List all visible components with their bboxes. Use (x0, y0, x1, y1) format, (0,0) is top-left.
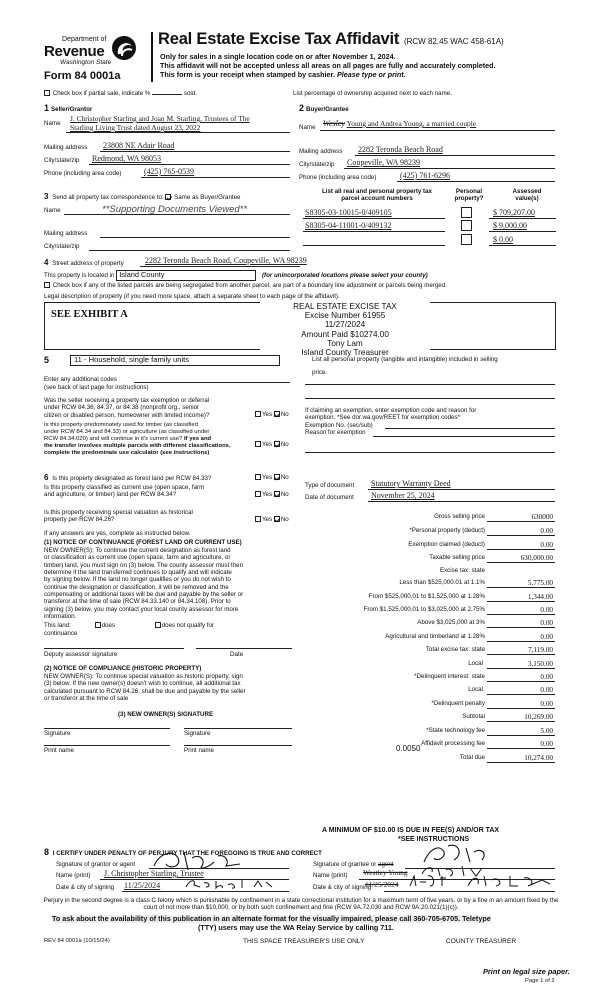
corr-name-value: **Supporting Documents Viewed** (102, 204, 248, 215)
calc-row (300, 673, 555, 683)
ownership-note: List percentage of ownership acquired next to each name. (293, 90, 452, 97)
state-label: Washington State (60, 59, 112, 66)
correspondence-row (44, 192, 241, 201)
assessed-value[interactable]: $ 709,207.00 (493, 208, 535, 217)
yes-label: Yes (262, 491, 273, 498)
notice-1-body (44, 547, 302, 620)
partial-sale-label: Check box if partial sale, indicate % (52, 90, 151, 97)
use-code-select[interactable]: 11 - Household, single family units (70, 355, 280, 366)
does-not-checkbox[interactable] (155, 622, 161, 628)
timber-question (44, 422, 294, 457)
assessed-col-hb: value(s) (515, 195, 539, 203)
partial-sale-sold: sold. (183, 90, 197, 97)
page-number: Page 1 of 2 (525, 978, 555, 984)
grantee-sig-text: Signature of grantee or (313, 861, 377, 868)
corr-name-label: Name (44, 207, 61, 214)
buyer-phone[interactable]: (425) 761-6296 (400, 171, 450, 180)
current-use-line: Is this property classified as current use (open space, farm (44, 484, 205, 491)
dor-logo (44, 32, 144, 68)
seller-city[interactable]: Redmond, WA 98053 (92, 154, 161, 163)
calc-row (300, 713, 555, 723)
owner-print-label-2: Print name (184, 747, 214, 754)
header-line-2: This affidavit will not be accepted unless all areas on all pages are fully and accurately completed. (160, 61, 496, 70)
calc-label: From $525,000.01 to $1,525,000 at 1.28% (368, 593, 485, 600)
segregated-row (44, 282, 447, 289)
form-title-row (158, 30, 504, 49)
additional-codes-label: Enter any additional codes (44, 376, 117, 383)
buyer-mail-label: Mailing address (299, 148, 343, 155)
form-title: Real Estate Excise Tax Affidavit (158, 30, 400, 48)
calc-label: Affidavit processing fee (421, 740, 485, 747)
section-8-number: 8 (44, 847, 50, 857)
grantee-name-label: Name (print) (313, 872, 348, 879)
assessed-value[interactable]: $ 0.00 (493, 235, 513, 244)
grantor-name-label: Name (print) (56, 872, 91, 879)
continuance-label: continuance (44, 630, 78, 637)
timber-q-line: complete the predominate use calculator (see instructions) (44, 449, 210, 456)
header-divider (151, 32, 153, 82)
exempt-q-line: under RCW 84.36, 84.37, or 84.38 (nonprofit org., senior (44, 404, 200, 412)
calc-row (300, 700, 555, 710)
receipt-note: This form is your receipt when stamped by cashier. (160, 70, 335, 79)
historic-line: Is this property receiving special valuation as historical (44, 509, 193, 516)
calc-row (300, 513, 555, 523)
stamp-line: Amount Paid $10274.00 (301, 329, 389, 339)
calc-row (300, 727, 555, 737)
parcel-col-header (309, 188, 445, 203)
notice-2-line: NEW OWNER(S): To continue special valuation as historic property, sign (44, 673, 243, 680)
current-use-line: and agriculture, or timber) land per RCW 84.34? (44, 491, 177, 499)
calc-row (300, 686, 555, 696)
section-6-number: 6 (44, 473, 49, 482)
see-exhibit: SEE EXHIBIT A (51, 309, 128, 320)
calc-label: Taxable selling price (429, 554, 485, 561)
yes-label: Yes (262, 411, 273, 418)
owner-signature-label-2: Signature (184, 730, 211, 737)
notice-1-line: NEW OWNER(S): To continue the current designation as forest land (44, 547, 231, 554)
historic-no-checkbox[interactable] (274, 516, 280, 522)
does-not-label: does not qualify for (161, 622, 215, 629)
calc-value[interactable]: 0.00 (540, 740, 553, 748)
claim-line: Exemption No. (sec/sub) (305, 421, 373, 429)
see-back-label: (see back of last page for instructions) (44, 384, 149, 391)
current-use-question (44, 484, 254, 499)
calc-row (300, 567, 555, 577)
agent-struck: agent (378, 861, 394, 868)
personal-property-checkbox[interactable] (461, 220, 472, 231)
forest-yes-no (255, 474, 289, 481)
county-treasurer-label: COUNTY TREASURER (446, 938, 517, 945)
timber-no-checkbox[interactable] (274, 441, 280, 447)
buyer-name-label: Name (299, 124, 316, 131)
calc-row (300, 579, 555, 589)
minimum-fee-note: A MINIMUM OF $10.00 IS DUE IN FEE(S) AND/OR TAX (322, 827, 500, 834)
personal-property-checkbox[interactable] (461, 207, 472, 218)
notice-2-title: (2) NOTICE OF COMPLIANCE (HISTORIC PROPERTY) (44, 665, 202, 672)
no-label: No (280, 474, 289, 481)
no-label: No (280, 411, 289, 418)
timber-q-line: under RCW 84.34 and 84.33) or agriculture (as classified under (44, 428, 210, 435)
personal-col-hb: property? (454, 195, 484, 203)
form-number: Form 84 0001a (44, 70, 121, 82)
calc-label: *Personal property (deduct) (409, 527, 485, 534)
section-6-q1 (44, 473, 211, 482)
calc-label: Less than $525,000.01 at 1.1% (399, 579, 485, 586)
partial-sale-checkbox[interactable] (44, 90, 50, 96)
exempt-q-line: Was the seller receiving a property tax exemption or deferral (44, 397, 210, 404)
stamp-line: Tony Lam (327, 338, 363, 348)
buyer-name[interactable]: Young and Andrea Young, a married couple (346, 119, 477, 128)
legal-label: Legal description of property (if you need more space, attach a separate sheet to each page of the affidavit). (44, 293, 340, 300)
calc-row (300, 606, 555, 616)
section-5-number: 5 (44, 355, 50, 365)
parcel-row (303, 221, 556, 233)
dept-label: Department of (62, 36, 107, 43)
yes-label: Yes (262, 441, 273, 448)
calc-label: Total excise tax: state (425, 646, 485, 653)
buyer-mail[interactable]: 2282 Teronda Beach Road (358, 145, 443, 154)
calc-label: *Delinquent penalty (431, 700, 485, 707)
buyer-name-row (323, 119, 476, 129)
legal-paper-note: Print on legal size paper. (483, 967, 570, 976)
grantee-name-struck: Westley Young (363, 868, 408, 877)
grantor-city-handwriting (182, 877, 292, 891)
calc-row (300, 593, 555, 603)
seller-phone-label: Phone (including area code) (44, 170, 122, 177)
notice-2-line: (3) below. If the new owner(s) doesn't wish to continue, all additional tax (44, 680, 241, 688)
seller-city-label: City/state/zip (44, 157, 80, 164)
seller-mail[interactable]: 23808 NE Adair Road (103, 141, 175, 150)
street-value[interactable]: 2282 Teronda Beach Road, Coupeville, WA 98239 (145, 256, 307, 265)
notice-1-title: (1) NOTICE OF CONTINUANCE (FOREST LAND OR CURRENT USE) (44, 539, 242, 546)
no-label: No (280, 441, 289, 448)
yes-label: Yes (262, 516, 273, 523)
deputy-signature-label: Deputy assessor signature (44, 651, 118, 658)
notice-2-line: calculated pursuant to RCW 84.26, shall be due and payable by the seller (44, 687, 246, 695)
seller-title: Seller/Grantor (51, 106, 93, 113)
exempt-q-line: citizen or disabled person, homeowner with limited income)? (44, 411, 210, 419)
no-label: No (280, 516, 289, 523)
claim-line: If claiming an exemption, enter exemption code and reason for (305, 407, 477, 414)
calc-label: Above $3,025,000 at 3% (417, 619, 485, 626)
personal-property-checkbox[interactable] (461, 234, 472, 245)
parcel-number[interactable]: S8305-04-11001-0/409132 (305, 221, 392, 230)
grantee-date-label: Date & city of signing (313, 884, 372, 891)
calc-label: Local (468, 686, 483, 693)
street-label: Street address of property (52, 260, 124, 267)
notice-1-text: timber) land, you must sign on (3) below. The county assessor must then (44, 561, 244, 569)
street-row (44, 258, 124, 267)
calc-row (300, 541, 555, 551)
grantee-city-handwriting (406, 872, 556, 892)
treasurer-use-only: THIS SPACE TREASURER'S USE ONLY (243, 938, 365, 945)
this-land-row (44, 622, 214, 629)
doc-type[interactable]: Statutory Warranty Deed (371, 479, 451, 488)
buyer-name-struck: Wesley (323, 119, 345, 128)
no-label: No (280, 491, 289, 498)
revenue-wordmark: Revenue (44, 43, 105, 60)
calc-row (300, 646, 555, 656)
located-row (44, 270, 428, 281)
treasurer-stamp (260, 302, 430, 357)
assessed-col-header (498, 188, 556, 203)
county-select[interactable]: Island County (116, 270, 256, 281)
historic-yes-no (255, 516, 289, 523)
same-as-buyer-label: Same as Buyer/Grantee (174, 194, 241, 201)
calc-value[interactable]: 10,274.00 (524, 754, 553, 762)
claim-line: Reason for exemption (305, 428, 366, 436)
calc-label: Local (468, 660, 483, 667)
seller-header (44, 103, 92, 114)
deputy-date-label: Date (230, 651, 244, 658)
stamp-line: Island County Treasurer (301, 347, 389, 357)
current-use-yes-no (255, 491, 289, 498)
calc-label: Excise tax: state (439, 567, 485, 574)
section-2-number: 2 (299, 103, 305, 113)
does-label: does (101, 622, 115, 629)
historic-question (44, 509, 254, 524)
timber-yes-checkbox[interactable] (255, 441, 261, 447)
calc-value[interactable]: 0.00 (540, 527, 553, 535)
calc-value[interactable]: 10,269.00 (524, 713, 553, 721)
segregated-label: Check box if any of the listed parcels are being segregated from another parcel, are part of a boundary line adjustment or parcels being merged. (52, 282, 447, 289)
buyer-city[interactable]: Coupeville, WA 98239 (347, 158, 420, 167)
accessibility-line-1: To ask about the availability of this publication in an alternate format for the visually impaired, please call 360-705-6705. Teletype (52, 914, 491, 923)
grantor-name[interactable]: J. Christopher Starling, Trustee (104, 869, 204, 878)
owner-print-label: Print name (44, 747, 74, 754)
notice-2-line: or transferor at the time of sale (44, 694, 129, 702)
calc-value[interactable]: 3,150.00 (527, 660, 553, 668)
calc-value[interactable]: 0.00 (540, 606, 553, 614)
timber-q-line: RCW 84.34.020) and will continue in it's current use? (44, 435, 183, 442)
calc-row (300, 633, 555, 643)
calc-value[interactable]: 7,119.00 (528, 646, 553, 654)
calc-label: *Delinquent interest: state (414, 673, 485, 680)
local-rate: 0.0050 (396, 744, 421, 753)
current-use-yes-checkbox[interactable] (255, 491, 261, 497)
stamp-line: Excise Number 61955 (304, 311, 386, 321)
notice-2-body (44, 673, 302, 702)
buyer-phone-label: Phone (including area code) (299, 174, 377, 181)
exemption-yes-checkbox[interactable] (255, 411, 261, 417)
calc-value[interactable]: 630000 (531, 513, 553, 521)
owner-signature-label: Signature (44, 730, 71, 737)
seller-mail-label: Mailing address (44, 144, 88, 151)
calc-label: Total due (459, 754, 485, 761)
calc-label: From $1,525,000.01 to $3,025,000 at 2.75% (363, 606, 485, 613)
personal-col-header (448, 188, 490, 203)
timber-yes-no (255, 441, 289, 448)
exemption-no-checkbox[interactable] (274, 411, 280, 417)
calc-label: Exemption claimed (deduct) (408, 541, 485, 548)
header-line-1: Only for sales in a single location code on or after November 1, 2024. (160, 52, 396, 61)
calc-row (300, 554, 555, 564)
calc-value[interactable]: 630,000.00 (520, 554, 553, 562)
unincorporated-note: (for unincorporated locations please select your county) (261, 272, 428, 279)
calc-value[interactable]: 5.00 (540, 727, 553, 735)
calc-value[interactable]: 0.00 (540, 633, 553, 641)
does-checkbox[interactable] (95, 622, 101, 628)
doc-type-label: Type of document (305, 482, 355, 489)
calc-value[interactable]: 0.00 (540, 619, 553, 627)
assessed-value[interactable]: $ 9,000.00 (493, 221, 527, 230)
exemption-claim (305, 407, 557, 436)
assessed-col-h: Assessed (512, 188, 542, 195)
buyer-city-label: City/state/zip (299, 161, 335, 168)
section-4-number: 4 (44, 258, 49, 267)
notice-1-line: determine if the land transferred continues to qualify and will indicate (44, 568, 232, 576)
parcel-col-h1: List all real and personal property tax (321, 188, 433, 195)
see-instructions: *SEE INSTRUCTIONS (398, 836, 470, 843)
calc-row (300, 740, 555, 750)
section-1-number: 1 (44, 103, 50, 113)
calc-row (300, 660, 555, 670)
exemption-yes-no (255, 411, 289, 418)
calc-value[interactable]: 1,344.00 (527, 593, 553, 601)
timber-q-line: the transfer involves multiple parcels with different classifications, (44, 442, 231, 449)
doc-date-label: Date of document (305, 494, 354, 501)
calc-value[interactable]: 0.00 (540, 673, 553, 681)
located-label: This property is located in (44, 272, 115, 279)
forest-land-question: Is this property designated as forest land per RCW 84.33? (52, 475, 212, 482)
calc-value[interactable]: 5,775.00 (527, 579, 553, 587)
calc-value[interactable]: 0.00 (540, 686, 553, 694)
timber-q-line: Is this property predominately used for timber (as classified (44, 422, 198, 428)
personal-property-list (312, 356, 498, 377)
notice-1-line: or classification as current use (open space, farm and agriculture, or (44, 554, 231, 562)
parcel-row (303, 235, 556, 247)
form-revision: REV 84 0001a (10/15/24) (44, 938, 110, 944)
corr-city-label: City/state/zip (44, 243, 80, 250)
partial-sale-row (44, 90, 197, 97)
claim-line: exemption. *See dor.wa.gov/REET for exemption codes* (305, 414, 461, 422)
current-use-no-checkbox[interactable] (274, 491, 280, 497)
historic-yes-checkbox[interactable] (255, 516, 261, 522)
calc-value[interactable]: 0.00 (540, 541, 553, 549)
notice-1-line: transferor at the time of sale (RCW 84.33.140 or 84.34.108). Prior to (44, 598, 231, 606)
calc-value[interactable]: 0.00 (540, 700, 553, 708)
forest-yes-checkbox[interactable] (255, 474, 261, 480)
parcel-col-h1b: parcel account numbers (341, 195, 413, 203)
rcw-reference: (RCW 82.45 WAC 458-61A) (403, 37, 504, 46)
personal-property-label-2: price. (312, 369, 328, 377)
stamp-line: 11/27/2024 (324, 320, 366, 330)
calc-label: Gross selling price (434, 513, 485, 520)
calc-row (300, 619, 555, 629)
personal-property-label: List all personal property (tangible and intangible) included in selling (312, 356, 498, 363)
same-as-buyer-checkbox[interactable] (165, 194, 171, 200)
seller-name-1[interactable]: J. Christopher Starling and Joan M. Starling, Trustees of The (70, 114, 250, 123)
accessibility-line-2: (TTY) users may use the WA Relay Service by calling 711. (198, 923, 394, 932)
calc-label: Subtotal (462, 713, 485, 720)
notice-1-line (44, 562, 302, 569)
personal-col-h: Personal (455, 188, 483, 195)
stamp-line: REAL ESTATE EXCISE TAX (293, 302, 397, 311)
yes-label: Yes (262, 474, 273, 481)
this-land-label: This land: (44, 622, 71, 629)
section-3-number: 3 (44, 192, 49, 201)
seller-name-2[interactable]: Starling Living Trust dated August 23, 2022 (70, 123, 201, 132)
buyer-title: Buyer/Grantee (306, 106, 349, 113)
correspondence-label: Send all property tax correspondence to: (52, 194, 164, 201)
corr-mail-label: Mailing address (44, 230, 88, 237)
doc-date[interactable]: November 25, 2024 (371, 491, 435, 500)
timber-q-bold: If yes and (183, 435, 212, 442)
notice-1-line: by signing below. If the land no longer qualifies or you do not wish to (44, 576, 231, 584)
notice-1-line: information. (44, 612, 77, 620)
grantor-date-label: Date & city of signing (56, 884, 115, 891)
segregated-checkbox[interactable] (44, 282, 50, 288)
parcel-row (303, 208, 556, 220)
grantor-signature-label: Signature of grantor or agent (56, 861, 136, 868)
notice-3-title: (3) NEW OWNER(S) SIGNATURE (118, 711, 214, 718)
calc-row (300, 754, 555, 764)
notice-1-line: signing (3) below, you may contact your local county assessor for more (44, 605, 239, 613)
seller-name-label: Name (44, 120, 61, 127)
parcel-number[interactable]: S8305-03-10015-0/409105 (305, 208, 392, 217)
calc-label: *State technology fee (426, 727, 485, 734)
header-line-3 (160, 71, 406, 79)
grantee-date-struck: 11/25/2024 (365, 880, 399, 889)
type-or-print-note: Please type or print. (336, 70, 406, 79)
certify-statement: I CERTIFY UNDER PENALTY OF PERJURY THAT THE FOREGOING IS TRUE AND CORRECT (52, 850, 322, 857)
revenue-swirl-icon (110, 34, 138, 62)
forest-no-checkbox[interactable] (274, 474, 280, 480)
seller-phone[interactable]: (425) 765-0539 (144, 167, 194, 176)
perjury-statement: Perjury in the second degree is a class C felony which is punishable by confinement in a state correctional institution for a maximum term of five years, or by a fine in an amount fixed by the court of not more than $10,000, or by both such confinement and fine (RCW 9A.72.030 and RCW 9A.20.021(1)(c)). (43, 897, 559, 912)
calc-row (300, 527, 555, 537)
notice-1-line: continue the designation or classification, it will be removed and the (44, 583, 229, 591)
buyer-header (299, 103, 349, 114)
historic-line: property per RCW 84.26? (44, 516, 115, 524)
grantor-date[interactable]: 11/25/2024 (124, 881, 161, 890)
if-any-yes: If any answers are yes, complete as instructed below. (44, 530, 191, 537)
notice-1-line: compensating or additional taxes will be due and payable by the seller or (44, 590, 244, 598)
calc-label: Agricultural and timberland at 1.28% (385, 633, 485, 640)
